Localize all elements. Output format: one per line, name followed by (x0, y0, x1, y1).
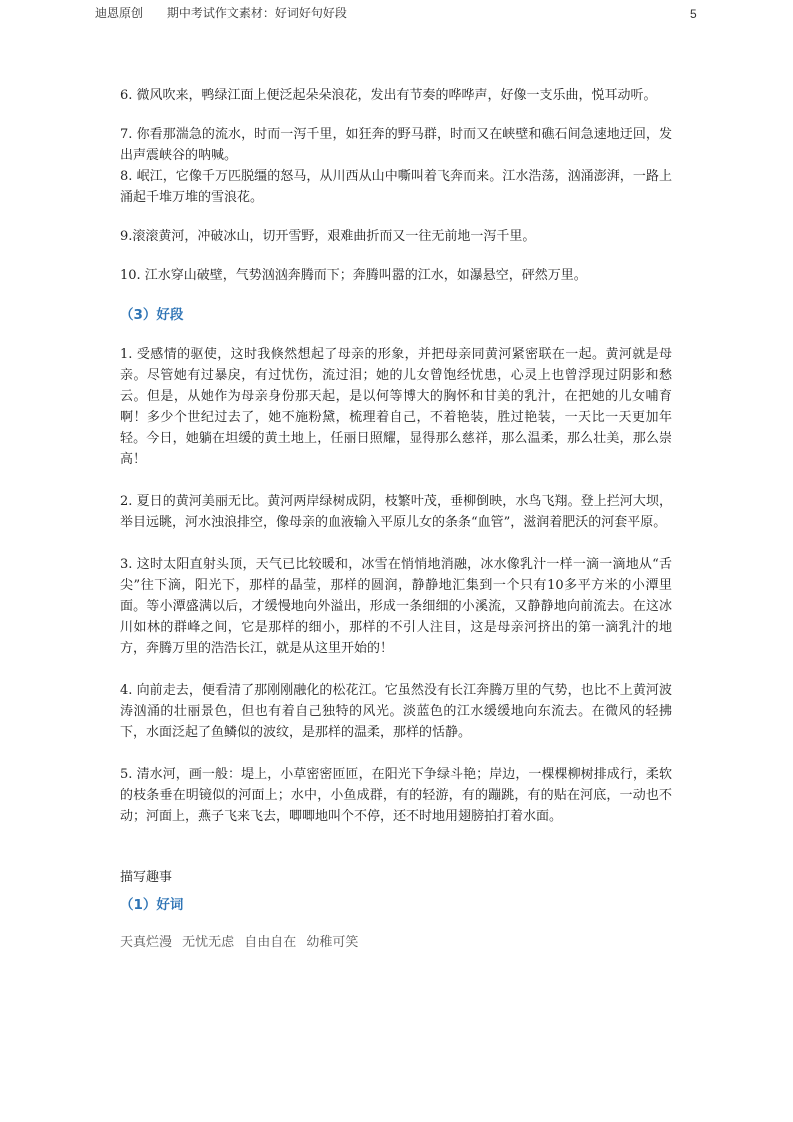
sentence-7: 7. 你看那湍急的流水，时而一泻千里，如狂奔的野马群，时而又在峡壁和礁石间急速地迂回，发出声震峡谷的呐喊。 (120, 127, 672, 163)
header-brand: 迪恩原创 (95, 6, 144, 20)
sentence-6: 6. 微风吹来，鸭绿江面上便泛起朵朵浪花，发出有节奏的哗哗声，好像一支乐曲，悦耳动听。 (120, 88, 657, 103)
sentence-10: 10. 江水穿山破壁，气势汹汹奔腾而下；奔腾叫嚣的江水，如瀑悬空，砰然万里。 (120, 268, 587, 283)
sentence-9: 9.滚滚黄河，冲破冰山，切开雪野，艰难曲折而又一往无前地一泻千里。 (120, 229, 536, 244)
paragraph-1: 1. 受感情的驱使，这时我倏然想起了母亲的形象，并把母亲同黄河紧密联在一起。黄河就是母亲。尽管她有过暴戾，有过忧伤，流过泪；她的儿女曾饱经忧患，心灵上也曾浮现过阴影和愁云。但是，从她作为母亲身份那天起，是以何等博大的胸怀和甘美的乳汁，在把她的儿女哺育啊！多少个世纪过去了，她不施粉黛，梳理着自己，不着艳装，胜过艳装，一天比一天更加年轻。今日，她躺在坦缓的黄土地上，任丽日照耀，显得那么慈祥，那么温柔，那么壮美，那么崇高！ (120, 347, 672, 467)
paragraph-5: 5. 清水河，画一般：堤上，小草密密匝匝，在阳光下争绿斗艳；岸边，一棵棵柳树排成行，柔软的枝条垂在明镜似的河面上；水中，小鱼成群，有的轻游，有的蹦跳，有的贴在河底，一动也不动；河面上，燕子飞来飞去，唧唧地叫个不停，还不时地用翅膀拍打着水面。 (120, 767, 672, 824)
paragraph-2: 2. 夏日的黄河美丽无比。黄河两岸绿树成阴，枝繁叶茂，垂柳倒映，水鸟飞翔。登上拦河大坝，举目远眺，河水浊浪排空，像母亲的血液输入平原儿女的条条“血管”，滋润着肥沃的河套平原。 (120, 494, 672, 530)
section-heading-paragraphs: （3）好段 (120, 307, 184, 323)
section-heading-words: （1）好词 (120, 897, 184, 913)
paragraph-4: 4. 向前走去，便看清了那刚刚融化的松花江。它虽然没有长江奔腾万里的气势，也比不上黄河波涛汹涌的壮丽景色，但也有着自己独特的风光。淡蓝色的江水缓缓地向东流去。在微风的轻拂下，水面泛起了鱼鳞似的波纹，是那样的温柔，那样的恬静。 (120, 683, 672, 740)
page-number: 5 (690, 7, 697, 21)
document-body (120, 85, 672, 953)
fun-section-title: 描写趣事 (120, 870, 173, 885)
word-list: 天真烂漫 无忧无虑 自由自在 幼稚可笑 (120, 935, 359, 950)
sentence-8: 8. 岷江，它像千万匹脱缰的怒马，从川西从山中嘶叫着飞奔而来。江水浩荡，汹涌澎湃，一路上涌起千堆万堆的雪浪花。 (120, 169, 672, 205)
header-title: 期中考试作文素材：好词好句好段 (166, 6, 347, 20)
page-header (95, 4, 367, 21)
paragraph-3: 3. 这时太阳直射头顶，天气已比较暖和，冰雪在悄悄地消融，冰水像乳汁一样一滴一滴地从“舌尖”往下滴，阳光下，那样的晶莹，那样的圆润，静静地汇集到一个只有10多平方米的小潭里面。等小潭盛满以后，才缓慢地向外溢出，形成一条细细的小溪流，又静静地向前流去。在这冰川如林的群峰之间，它是那样的细小，那样的不引人注目，这是母亲河挤出的第一滴乳汁的地方，奔腾万里的浩浩长江，就是从这里开始的！ (120, 557, 672, 656)
